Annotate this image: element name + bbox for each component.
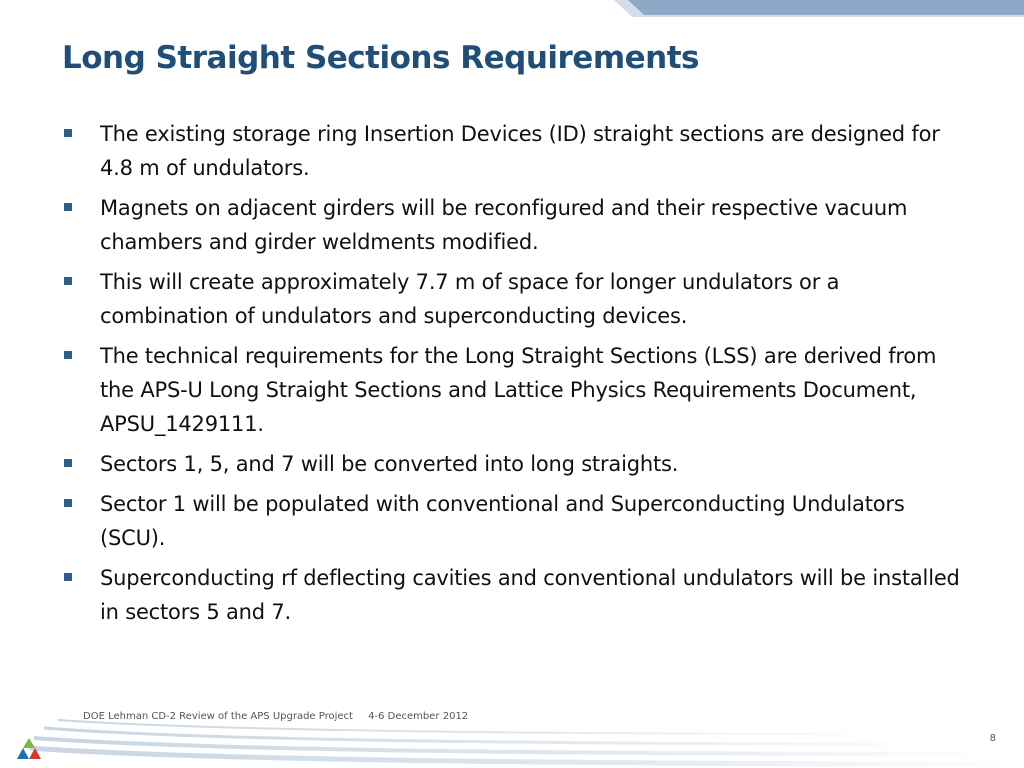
bullet-text: The existing storage ring Insertion Devices (ID) straight sections are designed for 4.8 m of undulators. — [100, 122, 940, 180]
argonne-triangle-logo-icon — [16, 737, 42, 761]
square-bullet-icon — [64, 573, 72, 581]
bullet-text: Sector 1 will be populated with conventional and Superconducting Undulators (SCU). — [100, 492, 905, 550]
bullet-text: Sectors 1, 5, and 7 will be converted into long straights. — [100, 452, 679, 476]
footer-text — [83, 711, 468, 722]
square-bullet-icon — [64, 351, 72, 359]
footer-decorative-lines — [0, 690, 1024, 768]
footer-project-name: DOE Lehman CD-2 Review of the APS Upgrade Project — [83, 711, 353, 722]
bullet-item — [62, 117, 962, 185]
bullet-item — [62, 339, 962, 441]
slide-title: Long Straight Sections Requirements — [62, 40, 699, 76]
square-bullet-icon — [64, 277, 72, 285]
square-bullet-icon — [64, 129, 72, 137]
footer-date: 4-6 December 2012 — [368, 711, 469, 722]
bullet-item — [62, 447, 962, 481]
top-decorative-band — [614, 0, 1024, 17]
bullet-item — [62, 561, 962, 629]
page-number: 8 — [989, 733, 996, 744]
bullet-item — [62, 191, 962, 259]
square-bullet-icon — [64, 203, 72, 211]
bullet-text: This will create approximately 7.7 m of space for longer undulators or a combination of undulators and superconducting devices. — [100, 270, 840, 328]
bullet-text: Magnets on adjacent girders will be reconfigured and their respective vacuum chambers and girder weldments modified. — [100, 196, 908, 254]
bullet-item — [62, 265, 962, 333]
bullet-text: The technical requirements for the Long Straight Sections (LSS) are derived from the APS-U Long Straight Sections and Lattice Physics Requirements Document, APSU_1429111. — [100, 344, 937, 436]
bullet-list — [62, 117, 962, 635]
bullet-item — [62, 487, 962, 555]
square-bullet-icon — [64, 499, 72, 507]
bullet-text: Superconducting rf deflecting cavities and conventional undulators will be installed in sectors 5 and 7. — [100, 566, 960, 624]
square-bullet-icon — [64, 459, 72, 467]
